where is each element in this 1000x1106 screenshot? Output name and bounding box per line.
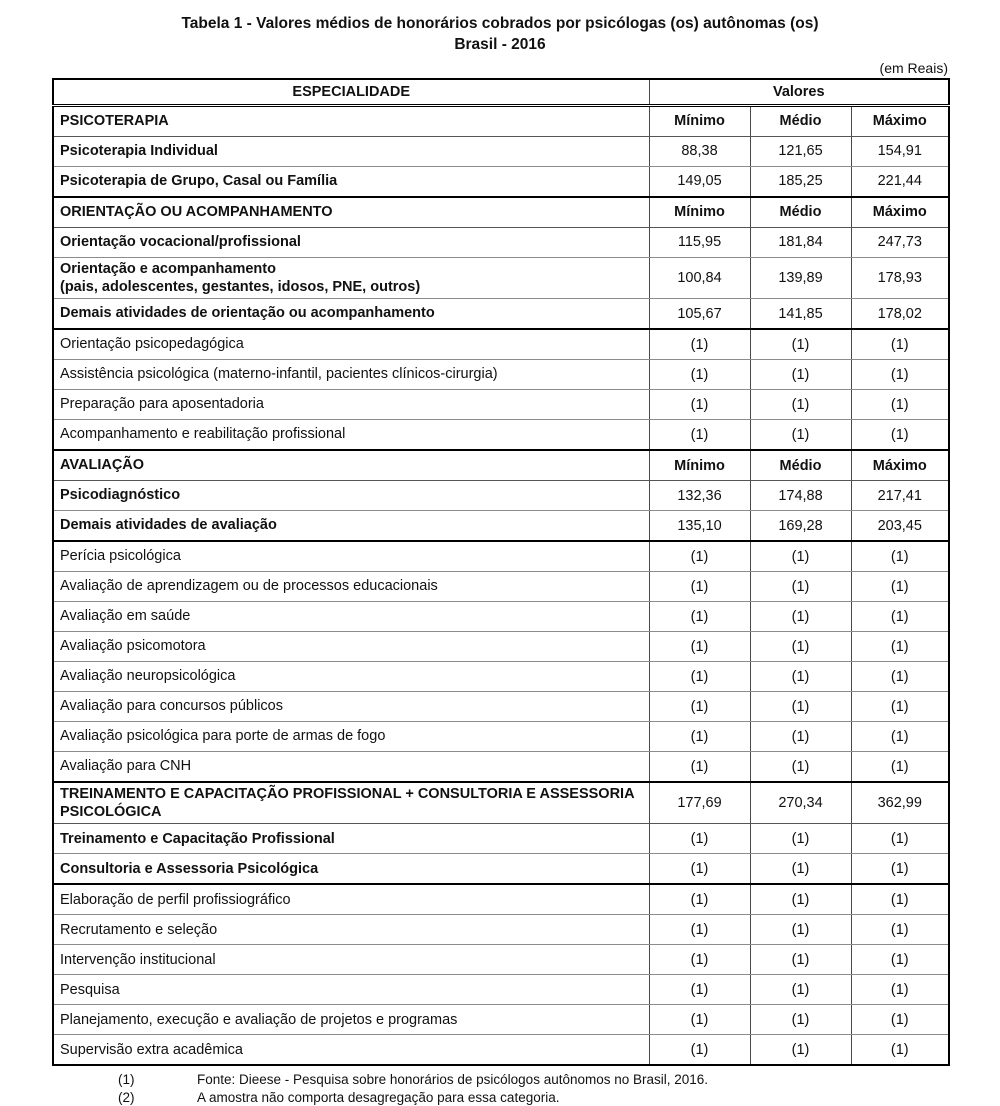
table-row bbox=[53, 257, 949, 298]
especialidade-cell: Psicoterapia Individual bbox=[53, 136, 649, 166]
value-cell: (1) bbox=[649, 329, 750, 360]
value-cell: (1) bbox=[649, 854, 750, 885]
table-row bbox=[53, 105, 949, 136]
value-cell: Máximo bbox=[851, 197, 949, 228]
table-row bbox=[53, 884, 949, 915]
table-row bbox=[53, 824, 949, 854]
value-cell: (1) bbox=[851, 1005, 949, 1035]
value-cell: 181,84 bbox=[750, 227, 851, 257]
value-cell: (1) bbox=[851, 915, 949, 945]
value-cell: (1) bbox=[649, 420, 750, 451]
value-cell: (1) bbox=[649, 692, 750, 722]
value-cell: Médio bbox=[750, 105, 851, 136]
value-cell: (1) bbox=[851, 572, 949, 602]
value-cell: Máximo bbox=[851, 450, 949, 481]
value-cell: 203,45 bbox=[851, 511, 949, 542]
table-header-row bbox=[53, 79, 949, 106]
table-row bbox=[53, 136, 949, 166]
value-cell: (1) bbox=[649, 945, 750, 975]
value-cell: (1) bbox=[649, 632, 750, 662]
value-cell: (1) bbox=[750, 945, 851, 975]
value-cell: 135,10 bbox=[649, 511, 750, 542]
table-row bbox=[53, 481, 949, 511]
value-cell: (1) bbox=[750, 662, 851, 692]
value-cell: (1) bbox=[649, 1005, 750, 1035]
value-cell: (1) bbox=[851, 722, 949, 752]
especialidade-cell: Acompanhamento e reabilitação profissional bbox=[53, 420, 649, 451]
title-line-1: Tabela 1 - Valores médios de honorários cobrados por psicólogas (os) autônomas (os) bbox=[181, 15, 819, 32]
value-cell: (1) bbox=[649, 662, 750, 692]
value-cell: 169,28 bbox=[750, 511, 851, 542]
value-cell: (1) bbox=[851, 329, 949, 360]
value-cell: (1) bbox=[649, 572, 750, 602]
value-cell: (1) bbox=[649, 360, 750, 390]
value-cell: (1) bbox=[750, 541, 851, 572]
value-cell: Mínimo bbox=[649, 105, 750, 136]
value-cell: (1) bbox=[750, 1005, 851, 1035]
especialidade-cell: Demais atividades de avaliação bbox=[53, 511, 649, 542]
value-cell: 178,93 bbox=[851, 257, 949, 298]
value-cell: (1) bbox=[851, 692, 949, 722]
footnote-marker: (2) bbox=[118, 1089, 135, 1105]
value-cell: 121,65 bbox=[750, 136, 851, 166]
footnote-marker: (1) bbox=[118, 1072, 135, 1088]
title-line-2: Brasil - 2016 bbox=[454, 36, 546, 54]
table-row bbox=[53, 602, 949, 632]
value-cell: (1) bbox=[750, 329, 851, 360]
value-cell: (1) bbox=[851, 975, 949, 1005]
footnote-2 bbox=[118, 1089, 1000, 1106]
value-cell: (1) bbox=[750, 1035, 851, 1066]
value-cell: (1) bbox=[750, 722, 851, 752]
value-cell: (1) bbox=[649, 1035, 750, 1066]
value-cell: 139,89 bbox=[750, 257, 851, 298]
especialidade-cell: Elaboração de perfil profissiográfico bbox=[53, 884, 649, 915]
value-cell: (1) bbox=[750, 390, 851, 420]
value-cell: 174,88 bbox=[750, 481, 851, 511]
value-cell: 149,05 bbox=[649, 166, 750, 197]
value-cell: (1) bbox=[851, 945, 949, 975]
value-cell: (1) bbox=[649, 541, 750, 572]
value-cell: (1) bbox=[851, 541, 949, 572]
value-cell: Médio bbox=[750, 450, 851, 481]
value-cell: (1) bbox=[649, 390, 750, 420]
value-cell: (1) bbox=[649, 722, 750, 752]
value-cell: (1) bbox=[750, 884, 851, 915]
table-body bbox=[53, 105, 949, 1065]
table-row bbox=[53, 915, 949, 945]
fees-table bbox=[52, 78, 950, 1067]
value-cell: 247,73 bbox=[851, 227, 949, 257]
value-cell: (1) bbox=[750, 360, 851, 390]
table-row bbox=[53, 541, 949, 572]
value-cell: (1) bbox=[750, 602, 851, 632]
especialidade-cell: Orientação psicopedagógica bbox=[53, 329, 649, 360]
value-cell: (1) bbox=[649, 602, 750, 632]
table-row bbox=[53, 450, 949, 481]
table-row bbox=[53, 752, 949, 783]
unit-note: (em Reais) bbox=[879, 59, 948, 76]
value-cell: (1) bbox=[851, 420, 949, 451]
value-cell: 132,36 bbox=[649, 481, 750, 511]
especialidade-cell: Avaliação para concursos públicos bbox=[53, 692, 649, 722]
table-row bbox=[53, 227, 949, 257]
value-cell: (1) bbox=[851, 390, 949, 420]
especialidade-cell: Pesquisa bbox=[53, 975, 649, 1005]
value-cell: (1) bbox=[750, 915, 851, 945]
table-row bbox=[53, 632, 949, 662]
especialidade-cell: Demais atividades de orientação ou acompanhamento bbox=[53, 299, 649, 330]
value-cell: (1) bbox=[750, 572, 851, 602]
especialidade-cell: Consultoria e Assessoria Psicológica bbox=[53, 854, 649, 885]
value-cell: (1) bbox=[851, 1035, 949, 1066]
table-row bbox=[53, 329, 949, 360]
value-cell: 270,34 bbox=[750, 782, 851, 824]
value-cell: (1) bbox=[649, 752, 750, 783]
especialidade-cell: Psicoterapia de Grupo, Casal ou Família bbox=[53, 166, 649, 197]
value-cell: (1) bbox=[851, 884, 949, 915]
table-row bbox=[53, 360, 949, 390]
especialidade-cell: Avaliação neuropsicológica bbox=[53, 662, 649, 692]
value-cell: Médio bbox=[750, 197, 851, 228]
table-row bbox=[53, 420, 949, 451]
value-cell: (1) bbox=[851, 360, 949, 390]
table-row bbox=[53, 511, 949, 542]
especialidade-cell: Avaliação de aprendizagem ou de processos educacionais bbox=[53, 572, 649, 602]
value-cell: 185,25 bbox=[750, 166, 851, 197]
value-cell: 217,41 bbox=[851, 481, 949, 511]
table-row bbox=[53, 945, 949, 975]
especialidade-cell: Intervenção institucional bbox=[53, 945, 649, 975]
value-cell: 362,99 bbox=[851, 782, 949, 824]
value-cell: Mínimo bbox=[649, 450, 750, 481]
value-cell: (1) bbox=[851, 752, 949, 783]
value-cell: (1) bbox=[851, 602, 949, 632]
especialidade-header: ESPECIALIDADE bbox=[53, 79, 649, 106]
table-row bbox=[53, 692, 949, 722]
value-cell: (1) bbox=[750, 975, 851, 1005]
especialidade-cell: ORIENTAÇÃO OU ACOMPANHAMENTO bbox=[53, 197, 649, 228]
value-cell: (1) bbox=[649, 884, 750, 915]
table-row bbox=[53, 572, 949, 602]
value-cell: (1) bbox=[649, 975, 750, 1005]
value-cell: (1) bbox=[851, 662, 949, 692]
table-row bbox=[53, 166, 949, 197]
especialidade-cell: Preparação para aposentadoria bbox=[53, 390, 649, 420]
value-cell: (1) bbox=[649, 824, 750, 854]
table-row bbox=[53, 1005, 949, 1035]
table-row bbox=[53, 197, 949, 228]
value-cell: (1) bbox=[851, 854, 949, 885]
especialidade-cell: PSICOTERAPIA bbox=[53, 105, 649, 136]
value-cell: Máximo bbox=[851, 105, 949, 136]
especialidade-cell: Assistência psicológica (materno-infantil, pacientes clínicos-cirurgia) bbox=[53, 360, 649, 390]
value-cell: (1) bbox=[750, 752, 851, 783]
value-cell: 141,85 bbox=[750, 299, 851, 330]
especialidade-cell: Perícia psicológica bbox=[53, 541, 649, 572]
table-row bbox=[53, 854, 949, 885]
table-row bbox=[53, 299, 949, 330]
especialidade-cell: Avaliação para CNH bbox=[53, 752, 649, 783]
value-cell: (1) bbox=[851, 824, 949, 854]
value-cell: Mínimo bbox=[649, 197, 750, 228]
value-cell: (1) bbox=[750, 854, 851, 885]
especialidade-cell: TREINAMENTO E CAPACITAÇÃO PROFISSIONAL + CONSULTORIA E ASSESSORIA PSICOLÓGICA bbox=[53, 782, 649, 824]
table-row bbox=[53, 782, 949, 824]
especialidade-cell: Treinamento e Capacitação Profissional bbox=[53, 824, 649, 854]
value-cell: (1) bbox=[851, 632, 949, 662]
especialidade-cell: Orientação vocacional/profissional bbox=[53, 227, 649, 257]
valores-header: Valores bbox=[649, 79, 949, 106]
value-cell: 178,02 bbox=[851, 299, 949, 330]
value-cell: (1) bbox=[750, 632, 851, 662]
value-cell: (1) bbox=[649, 915, 750, 945]
especialidade-cell: Orientação e acompanhamento (pais, adolescentes, gestantes, idosos, PNE, outros) bbox=[53, 257, 649, 298]
value-cell: 105,67 bbox=[649, 299, 750, 330]
table-row bbox=[53, 390, 949, 420]
table-row bbox=[53, 662, 949, 692]
especialidade-cell: Supervisão extra acadêmica bbox=[53, 1035, 649, 1066]
footnote-text: A amostra não comporta desagregação para essa categoria. bbox=[197, 1089, 560, 1105]
value-cell: (1) bbox=[750, 420, 851, 451]
value-cell: (1) bbox=[750, 824, 851, 854]
especialidade-cell: Avaliação psicológica para porte de armas de fogo bbox=[53, 722, 649, 752]
table-row bbox=[53, 975, 949, 1005]
value-cell: (1) bbox=[750, 692, 851, 722]
value-cell: 100,84 bbox=[649, 257, 750, 298]
especialidade-cell: Avaliação em saúde bbox=[53, 602, 649, 632]
value-cell: 115,95 bbox=[649, 227, 750, 257]
value-cell: 154,91 bbox=[851, 136, 949, 166]
page-title bbox=[0, 0, 1000, 56]
value-cell: 88,38 bbox=[649, 136, 750, 166]
especialidade-cell: Avaliação psicomotora bbox=[53, 632, 649, 662]
footnote-text: Fonte: Dieese - Pesquisa sobre honorários de psicólogos autônomos no Brasil, 2016. bbox=[197, 1072, 709, 1088]
value-cell: 177,69 bbox=[649, 782, 750, 824]
footnotes bbox=[118, 1071, 1000, 1106]
footnote-1 bbox=[118, 1071, 1000, 1089]
table-row bbox=[53, 1035, 949, 1066]
especialidade-cell: Planejamento, execução e avaliação de projetos e programas bbox=[53, 1005, 649, 1035]
especialidade-cell: Psicodiagnóstico bbox=[53, 481, 649, 511]
table-row bbox=[53, 722, 949, 752]
especialidade-cell: AVALIAÇÃO bbox=[53, 450, 649, 481]
especialidade-cell: Recrutamento e seleção bbox=[53, 915, 649, 945]
value-cell: 221,44 bbox=[851, 166, 949, 197]
